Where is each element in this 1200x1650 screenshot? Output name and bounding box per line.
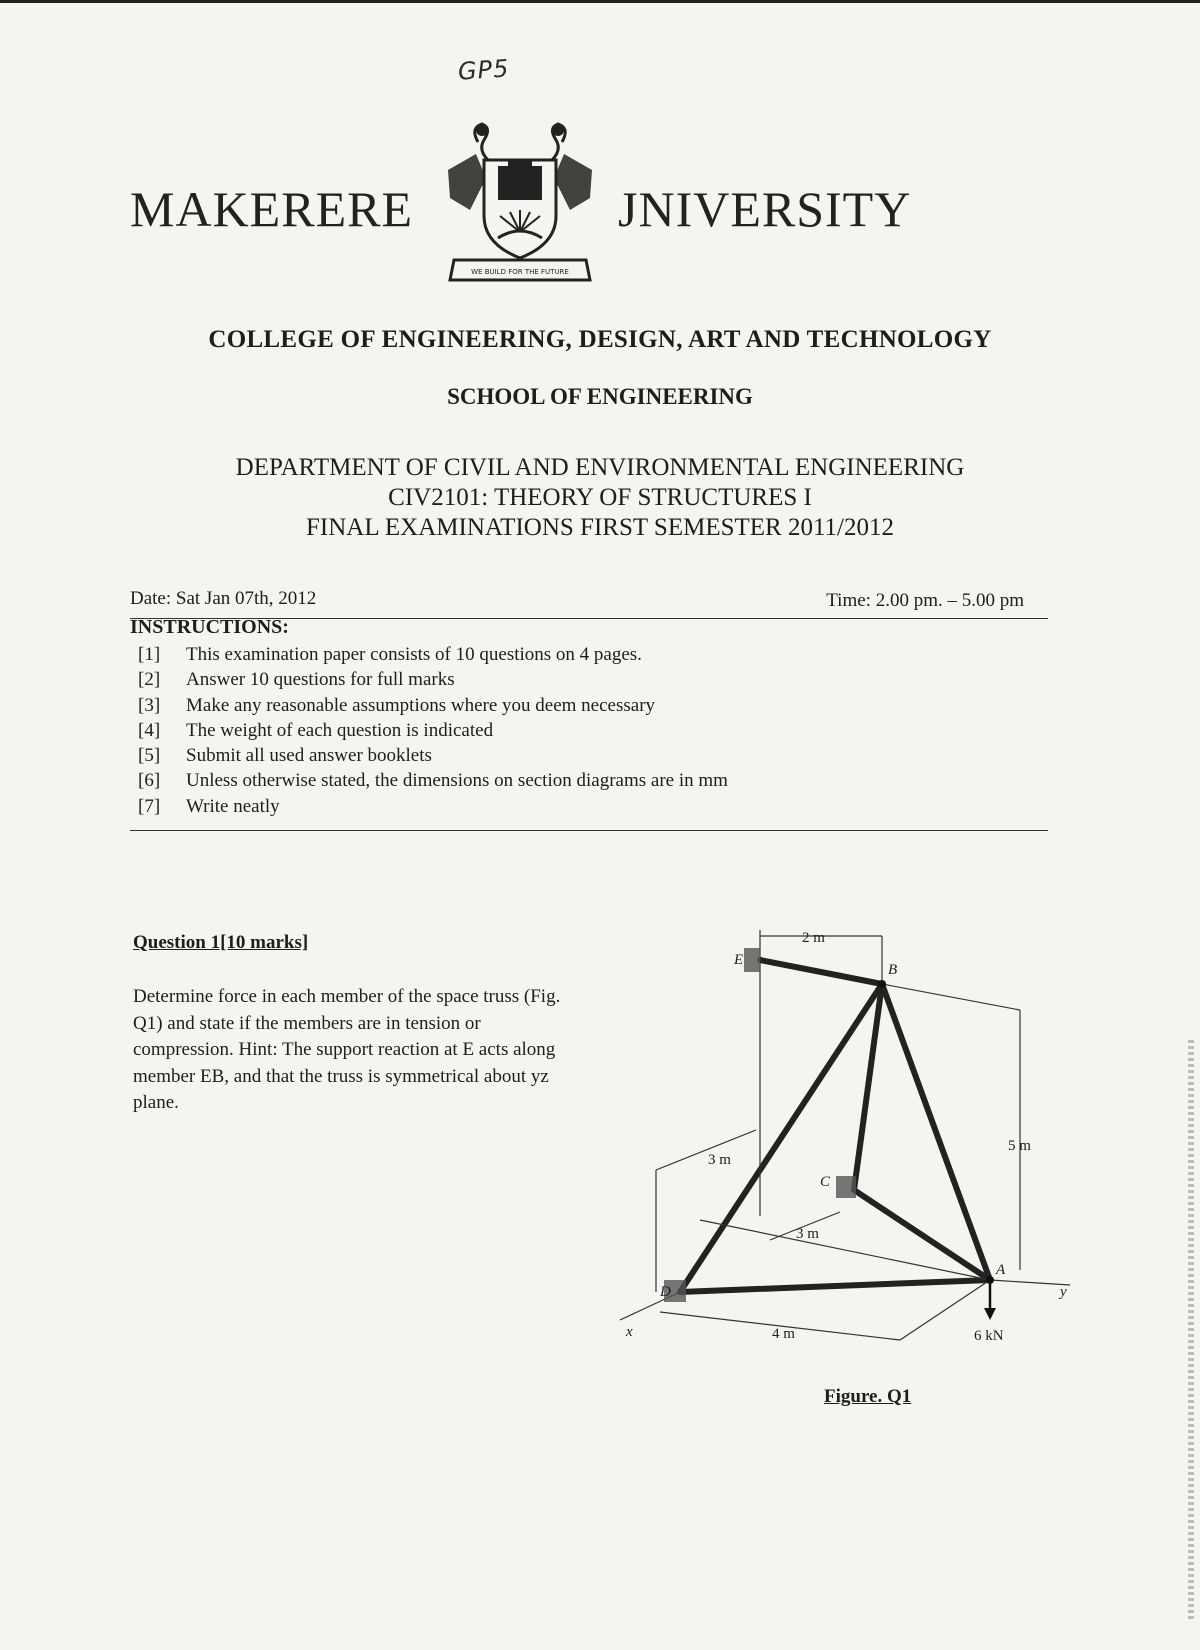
instruction-number: [5] [138, 745, 161, 767]
instruction-text: Answer 10 questions for full marks [186, 669, 455, 691]
instruction-text: This examination paper consists of 10 questions on 4 pages. [186, 644, 642, 665]
university-crest-icon [440, 120, 600, 286]
college-title: COLLEGE OF ENGINEERING, DESIGN, ART AND TECHNOLOGY [208, 326, 992, 353]
instruction-text: Write neatly [186, 795, 280, 817]
figure-caption: Figure. Q1 [824, 1386, 912, 1407]
instruction-text: Unless otherwise stated, the dimensions on section diagrams are in mm [186, 770, 728, 792]
question-1-body: Determine force in each member of the space truss (Fig. Q1) and state if the members are in tension or compression. Hint: The support reaction at E acts along member EB, and that the truss is symmetrical about yz plane. [133, 986, 561, 1113]
question-1-title: Question 1[10 marks] [133, 932, 309, 953]
axis-label-x: x [626, 1324, 633, 1340]
space-truss-figure [600, 900, 1080, 1360]
scan-edge-marks [1188, 1040, 1194, 1620]
course-title: CIV2101: THEORY OF STRUCTURES I [388, 484, 812, 511]
instruction-item [138, 644, 728, 669]
instruction-item [138, 720, 728, 745]
instruction-number: [4] [138, 719, 161, 741]
exam-title: FINAL EXAMINATIONS FIRST SEMESTER 2011/2012 [305, 514, 894, 541]
university-name-right: JNIVERSITY [618, 181, 912, 237]
instruction-item [138, 695, 728, 720]
scan-top-edge [0, 0, 1200, 3]
department-title: DEPARTMENT OF CIVIL AND ENVIRONMENTAL ENGINEERING [235, 454, 965, 481]
node-label-B: B [888, 962, 898, 978]
instruction-number: [1] [138, 644, 161, 665]
instruction-text: The weight of each question is indicated [186, 719, 494, 741]
instructions-list [138, 644, 728, 821]
dim-label-bottom: 4 m [772, 1326, 795, 1342]
university-name-left: MAKERERE [130, 181, 413, 237]
instruction-text: Submit all used answer booklets [186, 745, 432, 767]
instruction-number: [2] [138, 669, 161, 691]
axis-label-y: y [1060, 1284, 1067, 1300]
node-label-E: E [734, 952, 744, 968]
instruction-number: [7] [138, 795, 161, 817]
member-DA [680, 1280, 990, 1292]
instructions-heading: INSTRUCTIONS: [130, 616, 289, 638]
dim-label-inner: 3 m [796, 1226, 819, 1242]
member-EB [760, 960, 882, 984]
instruction-item [138, 745, 728, 770]
instruction-number: [6] [138, 770, 161, 792]
instruction-item [138, 770, 728, 795]
load-label: 6 kN [974, 1328, 1004, 1344]
instruction-number: [3] [138, 694, 161, 716]
exam-time: Time: 2.00 pm. – 5.00 pm [826, 590, 1024, 611]
node-label-C: C [820, 1174, 831, 1190]
crest-motto: WE BUILD FOR THE FUTURE [471, 268, 569, 276]
instructions-divider [130, 830, 1048, 831]
instruction-item [138, 796, 728, 821]
instruction-item [138, 669, 728, 694]
handwritten-annotation: GP5 [457, 54, 511, 86]
date-time-row [130, 588, 1048, 619]
exam-date: Date: Sat Jan 07th, 2012 [130, 588, 317, 609]
member-BD [680, 984, 882, 1292]
dim-label-left: 3 m [708, 1152, 731, 1168]
dim-label-height: 5 m [1008, 1138, 1031, 1154]
node-label-D: D [660, 1284, 671, 1300]
node-label-A: A [996, 1262, 1006, 1278]
school-title: SCHOOL OF ENGINEERING [447, 384, 753, 409]
dim-label-top: 2 m [802, 930, 825, 946]
member-BA [882, 984, 990, 1280]
instruction-text: Make any reasonable assumptions where you deem necessary [186, 694, 656, 716]
